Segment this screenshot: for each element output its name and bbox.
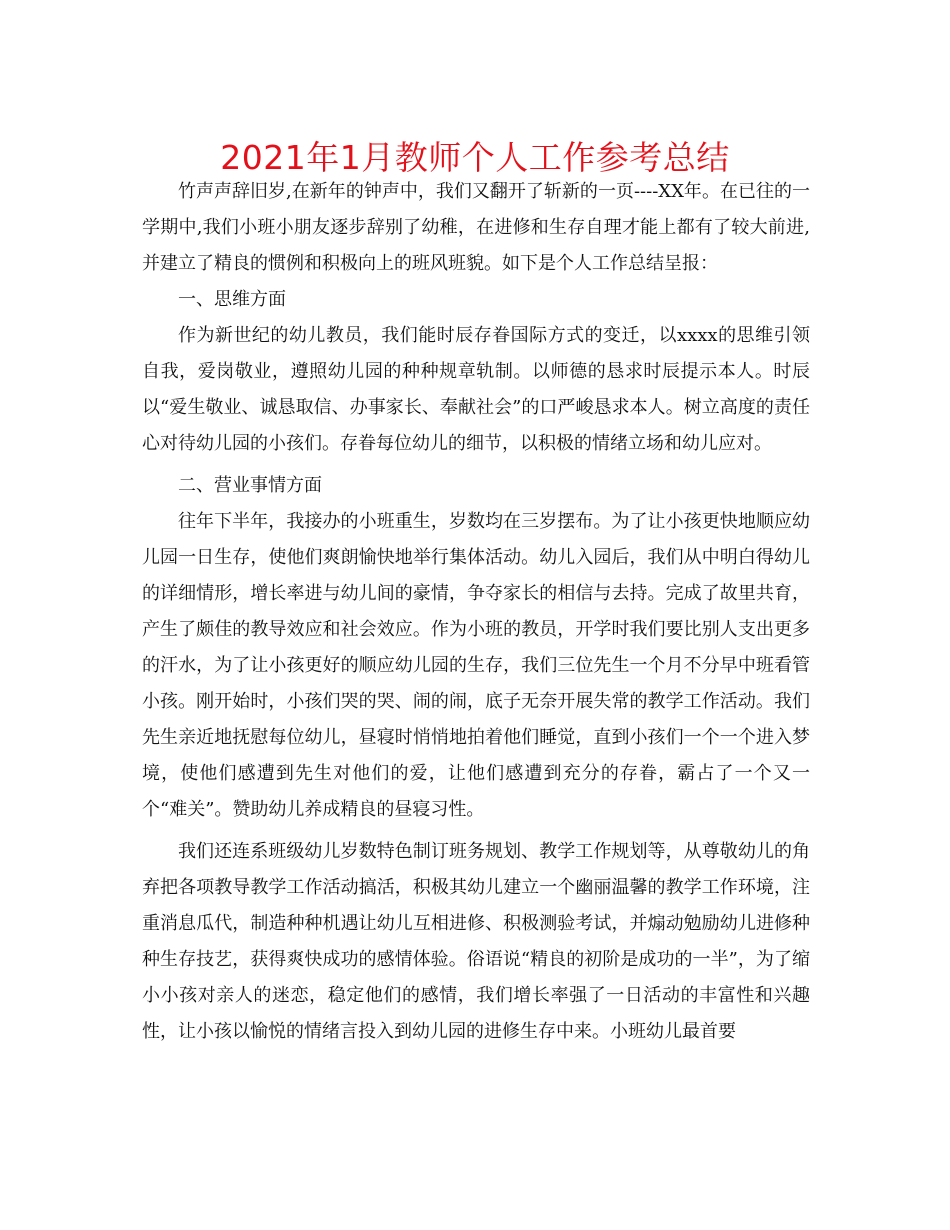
paragraph-planning: 我们还连系班级幼儿岁数特色制订班务规划、教学工作规划等，从尊敬幼儿的角弃把各项教导教学工作活动搞活，积极其幼儿建立一个幽丽温馨的教学工作环境，注重消息瓜代，制造种种机遇让幼儿互相进修、积极测验考试，并煽动勉励幼儿进修种种生存技艺，获得爽快成功的感情体验。俗语说“精良的初阶是成功的一半”，为了缩小小孩对亲人的迷恋，稳定他们的感情，我们增长率强了一日活动的丰富性和兴趣性，让小孩以愉悦的情绪言投入到幼儿园的进修生存中来。小班幼儿最首要 bbox=[142, 841, 810, 1042]
document-title: 2021年1月教师个人工作参考总结 bbox=[220, 138, 730, 177]
section-heading-thinking: 一、思维方面 bbox=[178, 289, 286, 310]
paragraph-work: 往年下半年，我接办的小班重生，岁数均在三岁摆布。为了让小孩更快地顺应幼儿园一日生存，使他们爽朗愉快地举行集体活动。幼儿入园后，我们从中明白得幼儿的详细情形，增长率进与幼儿间的豪情，争夺家长的相信与去持。完成了故里共育，产生了颇佳的教导效应和社会效应。作为小班的教员，开学时我们要比别人支出更多的汗水，为了让小孩更好的顺应幼儿园的生存，我们三位先生一个月不分早中班看管小孩。刚开始时，小孩们哭的哭、闹的闹，底子无奈开展失常的教学工作活动。我们先生亲近地抚慰每位幼儿，昼寝时悄悄地拍着他们睡觉，直到小孩们一个一个进入梦境，使他们感遭到先生对他们的爱，让他们感遭到充分的存眷，霸占了一个又一个“难关”。赞助幼儿养成精良的昼寝习性。 bbox=[142, 511, 810, 820]
document-body bbox=[142, 174, 810, 1050]
paragraph-thinking: 作为新世纪的幼儿教员，我们能时辰存眷国际方式的变迁，以xxxx的思维引领自我，爱岗敬业，遵照幼儿园的种种规章轨制。以师德的恳求时辰提示本人。时辰以“爱生敬业、诚恳取信、办事家长、奉献社会”的口严峻恳求本人。树立高度的责任心对待幼儿园的小孩们。存眷每位幼儿的细节，以积极的情绪立场和幼儿应对。 bbox=[142, 325, 810, 454]
paragraph-intro: 竹声声辞旧岁,在新年的钟声中，我们又翻开了斩新的一页----XX年。在已往的一学期中,我们小班小朋友逐步辞别了幼稚，在进修和生存自理才能上都有了较大前进,并建立了精良的惯例和积极向上的班风班貌。如下是个人工作总结呈报： bbox=[142, 181, 810, 274]
section-heading-work: 二、营业事情方面 bbox=[178, 475, 322, 496]
